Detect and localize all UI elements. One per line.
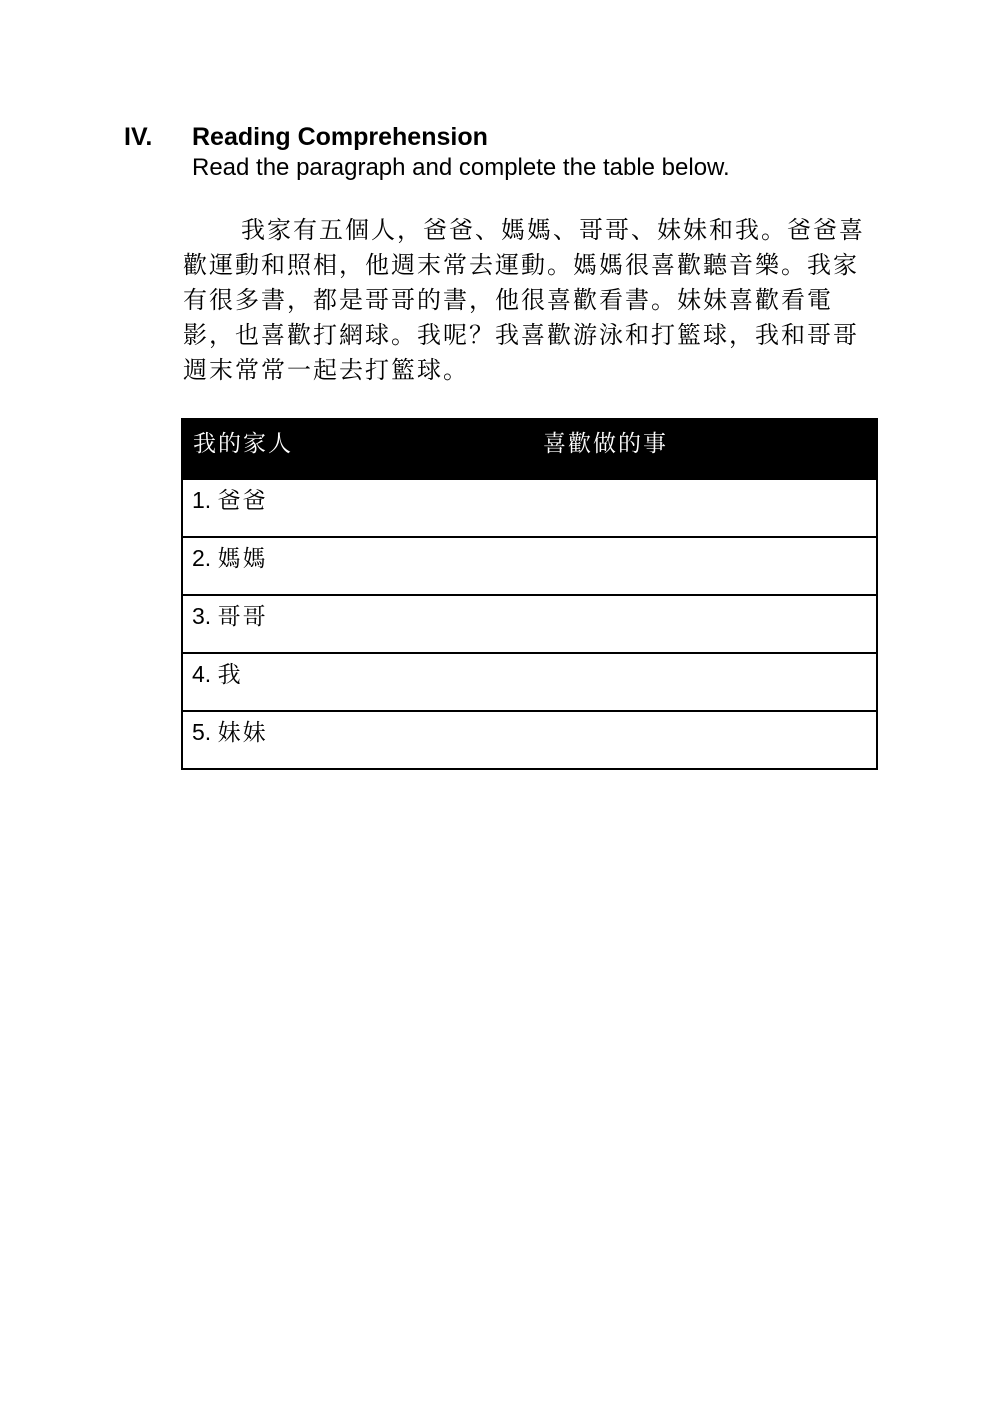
header-family-member: 我的家人 [193, 431, 293, 457]
row-label [192, 485, 268, 516]
answer-table [181, 418, 878, 770]
row-member: 爸爸 [217, 488, 268, 514]
header-activity: 喜歡做的事 [543, 431, 668, 457]
row-label [192, 543, 268, 574]
row-number: 4. [192, 661, 212, 687]
reading-passage: 我家有五個人，爸爸、媽媽、哥哥、妹妹和我。爸爸喜歡運動和照相，他週末常去運動。媽媽很喜歡聽音樂。我家有很多書，都是哥哥的書，他很喜歡看書。妹妹喜歡看電影，也喜歡打網球。我呢？我喜歡游泳和打籃球，我和哥哥週末常常一起去打籃球。 [183, 216, 865, 384]
row-number: 3. [192, 603, 212, 629]
row-member: 哥哥 [217, 604, 268, 630]
row-number: 5. [192, 719, 212, 745]
row-member: 我 [217, 662, 243, 688]
table-row[interactable] [183, 536, 876, 594]
section-number: IV. [124, 123, 153, 151]
row-member: 媽媽 [217, 546, 268, 572]
row-number: 1. [192, 487, 212, 513]
row-label [192, 717, 268, 748]
table-row[interactable] [183, 652, 876, 710]
instructions: Read the paragraph and complete the table below. [192, 154, 730, 181]
row-number: 2. [192, 545, 212, 571]
table-row[interactable] [183, 478, 876, 536]
table-header [183, 420, 876, 478]
table-row[interactable] [183, 710, 876, 768]
row-label [192, 659, 243, 690]
table-row[interactable] [183, 594, 876, 652]
row-label [192, 601, 268, 632]
section-title: Reading Comprehension [192, 123, 488, 151]
row-member: 妹妹 [217, 720, 268, 746]
